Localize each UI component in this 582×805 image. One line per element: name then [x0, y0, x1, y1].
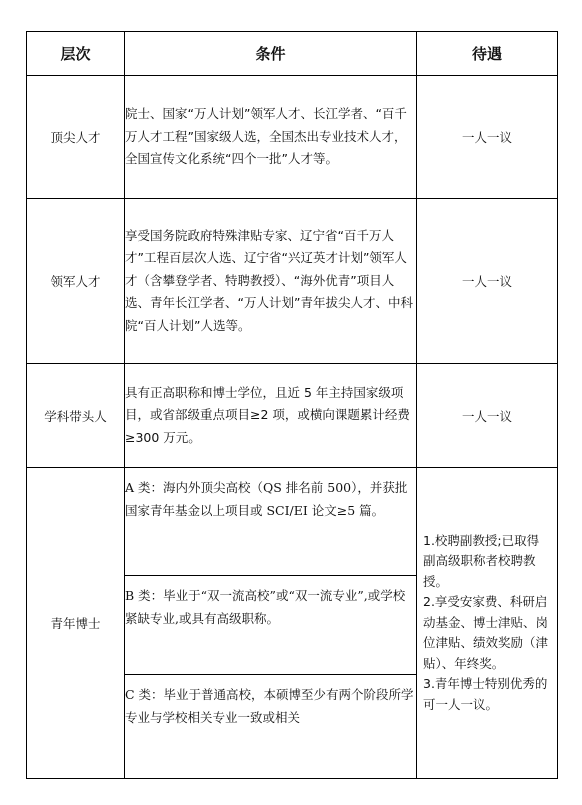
condition-cell-a: A 类：海内外顶尖高校（QS 排名前 500），并获批国家青年基金以上项目或 SCI/EI 论文≥5 篇。 [125, 468, 417, 576]
level-cell: 学科带头人 [27, 364, 125, 468]
header-treatment: 待遇 [417, 32, 558, 76]
treatment-cell: 一人一议 [417, 76, 558, 199]
treatment-cell: 一人一议 [417, 364, 558, 468]
header-condition: 条件 [125, 32, 417, 76]
level-cell: 领军人才 [27, 199, 125, 364]
talent-policy-table [26, 31, 558, 779]
condition-cell: 院士、国家“万人计划”领军人才、长江学者、“百千万人才工程”国家级人选，全国杰出专业技术人才，全国宣传文化系统“四个一批”人才等。 [125, 76, 417, 199]
table-row [27, 364, 558, 468]
table-row [27, 76, 558, 199]
treatment-item: 3.青年博士特别优秀的可一人一议。 [423, 676, 548, 712]
condition-cell-c: C 类：毕业于普通高校，本硕博至少有两个阶段所学专业与学校相关专业一致或相关 [125, 675, 417, 779]
treatment-cell: 一人一议 [417, 199, 558, 364]
treatment-item: 1.校聘副教授;已取得副高级职称者校聘教授。 [423, 532, 540, 589]
header-level: 层次 [27, 32, 125, 76]
treatment-item: 2.享受安家费、科研启动基金、博士津贴、岗位津贴、绩效奖励（津贴）、年终奖。 [423, 594, 549, 671]
condition-cell: 享受国务院政府特殊津贴专家、辽宁省“百千万人才”工程百层次人选、辽宁省“兴辽英才计划”领军人才（含攀登学者、特聘教授）、“海外优青”项目人选、青年长江学者、“万人计划”青年拔尖人才、中科院“百人计划”人选等。 [125, 199, 417, 364]
level-cell: 顶尖人才 [27, 76, 125, 199]
header-row [27, 32, 558, 76]
level-cell: 青年博士 [27, 468, 125, 779]
condition-cell-b: B 类：毕业于“双一流高校”或“双一流专业”,或学校紧缺专业,或具有高级职称。 [125, 576, 417, 675]
condition-cell: 具有正高职称和博士学位，且近 5 年主持国家级项目，或省部级重点项目≥2 项，或横向课题累计经费≥300 万元。 [125, 364, 417, 468]
table-row [27, 199, 558, 364]
table-row [27, 468, 558, 576]
treatment-list-cell [417, 468, 558, 779]
